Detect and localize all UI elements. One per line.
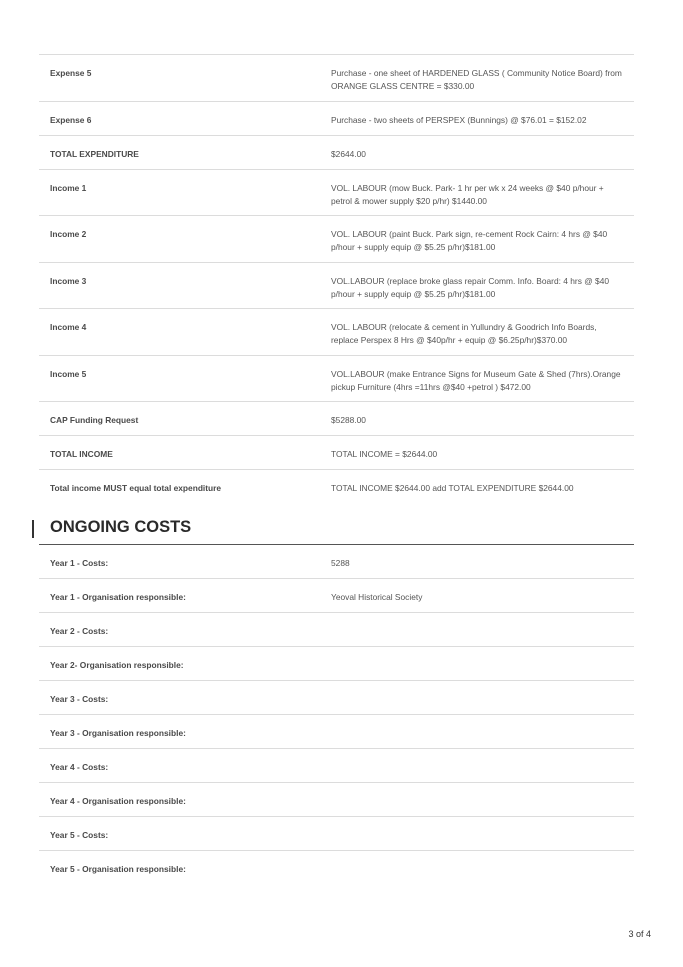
table-row	[39, 851, 634, 885]
row-label: Income 5	[50, 369, 87, 379]
row-label: Income 3	[50, 276, 87, 286]
table-row	[39, 102, 634, 136]
row-value	[331, 647, 634, 680]
table-row	[39, 216, 634, 263]
row-value	[331, 715, 634, 748]
row-label: Year 3 - Costs:	[50, 694, 109, 704]
row-value: Purchase - two sheets of PERSPEX (Bunnings) @ $76.01 = $152.02	[331, 115, 587, 125]
row-value: VOL. LABOUR (paint Buck. Park sign, re-cement Rock Cairn: 4 hrs @ $40 p/hour + supply equip @ $5.25 p/hr)$181.00	[331, 229, 608, 252]
table-row	[39, 749, 634, 783]
table-row	[39, 356, 634, 402]
table-row	[39, 436, 634, 470]
table-row	[39, 817, 634, 851]
table-row	[39, 647, 634, 681]
row-label: Year 4 - Organisation responsible:	[50, 796, 186, 806]
row-label: Total income MUST equal total expenditure	[50, 483, 222, 493]
row-value	[331, 851, 634, 885]
table-row	[39, 309, 634, 356]
row-label: Year 2- Organisation responsible:	[50, 660, 184, 670]
section-marker	[32, 520, 34, 538]
row-label: Year 1 - Costs:	[50, 558, 109, 568]
table-row	[39, 579, 634, 613]
table-row	[39, 545, 634, 579]
row-label: Year 5 - Costs:	[50, 830, 109, 840]
row-label: Year 4 - Costs:	[50, 762, 109, 772]
row-value: 5288	[331, 558, 350, 568]
row-value: Yeoval Historical Society	[331, 592, 423, 602]
row-label: Year 5 - Organisation responsible:	[50, 864, 186, 874]
row-label: Year 1 - Organisation responsible:	[50, 592, 186, 602]
row-value: TOTAL INCOME = $2644.00	[331, 449, 438, 459]
table-row	[39, 170, 634, 216]
row-value: $2644.00	[331, 149, 366, 159]
row-value: TOTAL INCOME $2644.00 add TOTAL EXPENDITURE $2644.00	[331, 483, 574, 493]
row-label: CAP Funding Request	[50, 415, 139, 425]
row-label: Year 2 - Costs:	[50, 626, 109, 636]
row-label: Expense 5	[50, 68, 92, 78]
row-label: TOTAL INCOME	[50, 449, 113, 459]
ongoing-costs-table	[39, 544, 634, 885]
table-row	[39, 402, 634, 436]
row-label: Income 2	[50, 229, 87, 239]
row-label: TOTAL EXPENDITURE	[50, 149, 139, 159]
section-title: ONGOING COSTS	[50, 518, 192, 536]
table-row	[39, 613, 634, 647]
row-label: Income 4	[50, 322, 87, 332]
row-value	[331, 681, 634, 714]
table-row	[39, 470, 634, 504]
row-value: VOL.LABOUR (replace broke glass repair Comm. Info. Board: 4 hrs @ $40 p/hour + supply equip @ $5.25 p/hr)$181.00	[331, 276, 610, 299]
row-label: Income 1	[50, 183, 87, 193]
row-value	[331, 749, 634, 782]
row-value	[331, 783, 634, 816]
funding-table	[39, 54, 634, 504]
row-value: $5288.00	[331, 415, 366, 425]
table-row	[39, 681, 634, 715]
table-row	[39, 783, 634, 817]
row-value: Purchase - one sheet of HARDENED GLASS ( Community Notice Board) from ORANGE GLASS CENTRE = $330.00	[331, 68, 622, 91]
row-label: Expense 6	[50, 115, 92, 125]
row-label: Year 3 - Organisation responsible:	[50, 728, 186, 738]
row-value: VOL. LABOUR (relocate & cement in Yullundry & Goodrich Info Boards, replace Perspex 8 Hrs @ $40p/hr + equip @ $6.25p/hr)$370.00	[331, 322, 597, 345]
page-number: 3 of 4	[628, 929, 651, 939]
table-row	[39, 715, 634, 749]
table-row	[39, 263, 634, 309]
table-row	[39, 55, 634, 102]
row-value: VOL.LABOUR (make Entrance Signs for Museum Gate & Shed (7hrs).Orange pickup Furniture (4hrs =11hrs @$40 +petrol ) $472.00	[331, 369, 621, 392]
row-value: VOL. LABOUR (mow Buck. Park- 1 hr per wk x 24 weeks @ $40 p/hour + petrol & mower supply $20 p/hr) $1440.00	[331, 183, 604, 206]
table-row	[39, 136, 634, 170]
row-value	[331, 613, 634, 646]
row-value	[331, 817, 634, 850]
